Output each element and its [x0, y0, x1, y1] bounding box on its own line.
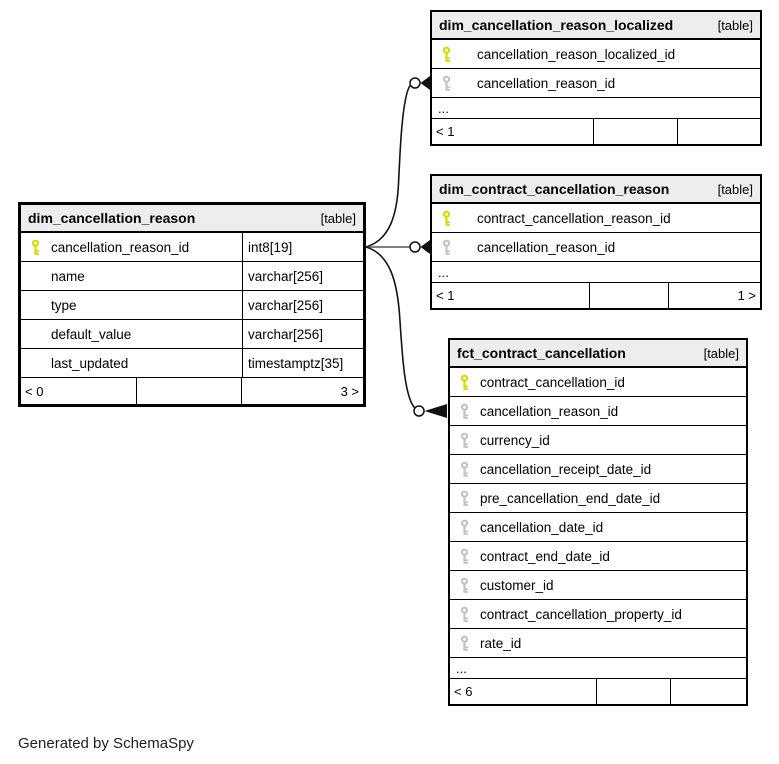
foreign-key-icon	[440, 75, 453, 92]
foreign-key-icon	[458, 432, 471, 449]
table-dim-contract-cancellation-reason	[430, 174, 762, 310]
table-title[interactable]: dim_cancellation_reason_localized	[439, 17, 674, 33]
table-tag: [table]	[703, 345, 739, 361]
column-name: last_updated	[51, 355, 129, 371]
column-name: contract_cancellation_id	[480, 374, 625, 390]
table-title[interactable]: fct_contract_cancellation	[457, 345, 626, 361]
table-title[interactable]: dim_cancellation_reason	[28, 210, 196, 226]
arrowhead-fct	[425, 404, 448, 418]
foreign-key-icon	[458, 490, 471, 507]
table-fct-contract-cancellation	[448, 338, 748, 706]
column-row	[450, 426, 746, 455]
footer-cell	[137, 378, 242, 404]
column-row	[450, 484, 746, 513]
fk-curve-to-fct	[366, 247, 415, 408]
table-header[interactable]	[21, 205, 363, 233]
column-name: default_value	[51, 326, 132, 342]
column-row	[21, 291, 363, 320]
column-name: cancellation_receipt_date_id	[480, 461, 652, 477]
column-row	[21, 349, 363, 378]
column-name: cancellation_reason_localized_id	[477, 46, 676, 62]
table-footer	[21, 378, 363, 404]
column-name: contract_cancellation_reason_id	[477, 210, 671, 226]
column-name: rate_id	[480, 635, 522, 651]
column-row	[432, 69, 760, 98]
column-name: cancellation_reason_id	[51, 239, 190, 255]
column-name: contract_end_date_id	[480, 548, 610, 564]
primary-key-icon	[458, 374, 471, 391]
foreign-key-icon	[458, 577, 471, 594]
foreign-key-icon	[458, 548, 471, 565]
column-row	[450, 600, 746, 629]
footer-cell: 3 >	[340, 383, 359, 399]
ellipsis-row: ...	[432, 262, 760, 283]
footer-cell: 1 >	[737, 288, 756, 303]
table-title[interactable]: dim_contract_cancellation_reason	[439, 181, 670, 197]
column-row	[432, 40, 760, 69]
footer-cell	[671, 679, 746, 704]
key-spacer	[29, 268, 42, 285]
column-row	[450, 455, 746, 484]
table-footer	[450, 679, 746, 704]
footer-cell: < 6	[450, 679, 597, 704]
foreign-key-icon	[458, 606, 471, 623]
zero-or-one-circle-localized	[410, 78, 420, 88]
column-row	[450, 571, 746, 600]
footer-cell	[597, 679, 671, 704]
table-header[interactable]	[432, 12, 760, 40]
column-name: cancellation_reason_id	[477, 239, 616, 255]
column-row	[450, 542, 746, 571]
column-type: varchar[256]	[248, 268, 324, 284]
table-tag: [table]	[717, 181, 753, 197]
table-header[interactable]	[432, 176, 760, 204]
arrowhead-localized	[421, 76, 431, 90]
footer-cell	[594, 119, 678, 144]
footer-cell	[590, 283, 669, 308]
generated-by-caption: Generated by SchemaSpy	[18, 735, 194, 752]
column-name: currency_id	[480, 432, 550, 448]
table-tag: [table]	[320, 210, 356, 226]
table-footer	[432, 283, 760, 308]
foreign-key-icon	[458, 461, 471, 478]
column-type: varchar[256]	[248, 297, 324, 313]
footer-cell: < 0	[21, 378, 137, 404]
column-name: name	[51, 268, 85, 284]
column-name: contract_cancellation_property_id	[480, 606, 682, 622]
table-dim-cancellation-reason	[18, 202, 366, 407]
column-row	[21, 233, 363, 262]
table-dim-cancellation-reason-localized	[430, 10, 762, 146]
column-row	[21, 320, 363, 349]
foreign-key-icon	[440, 239, 453, 256]
foreign-key-icon	[458, 403, 471, 420]
footer-cell: < 1	[432, 119, 594, 144]
column-type: int8[19]	[248, 239, 293, 255]
column-name: cancellation_reason_id	[477, 75, 616, 91]
table-tag: [table]	[717, 17, 753, 33]
zero-or-one-circle-fct	[414, 406, 424, 416]
column-row	[450, 629, 746, 658]
ellipsis-row: ...	[450, 658, 746, 679]
primary-key-icon	[440, 210, 453, 227]
column-name: cancellation_date_id	[480, 519, 604, 535]
column-name: type	[51, 297, 77, 313]
ellipsis-row: ...	[432, 98, 760, 119]
column-name: customer_id	[480, 577, 554, 593]
arrowhead-contract-reason	[421, 240, 431, 254]
column-row	[450, 513, 746, 542]
column-type: varchar[256]	[248, 326, 324, 342]
column-type: timestamptz[35]	[248, 355, 344, 371]
column-row	[432, 233, 760, 262]
zero-or-one-circle-contract-reason	[410, 242, 420, 252]
key-spacer	[29, 297, 42, 314]
key-spacer	[29, 326, 42, 343]
fk-curve-to-localized	[366, 86, 410, 248]
primary-key-icon	[440, 46, 453, 63]
column-row	[432, 204, 760, 233]
footer-cell	[678, 119, 760, 144]
column-name: pre_cancellation_end_date_id	[480, 490, 661, 506]
footer-cell: < 1	[432, 283, 590, 308]
column-row	[450, 397, 746, 426]
column-row	[21, 262, 363, 291]
foreign-key-icon	[458, 519, 471, 536]
foreign-key-icon	[458, 635, 471, 652]
key-spacer	[29, 355, 42, 372]
table-footer	[432, 119, 760, 144]
column-row	[450, 368, 746, 397]
table-header[interactable]	[450, 340, 746, 368]
primary-key-icon	[29, 239, 42, 256]
column-name: cancellation_reason_id	[480, 403, 619, 419]
